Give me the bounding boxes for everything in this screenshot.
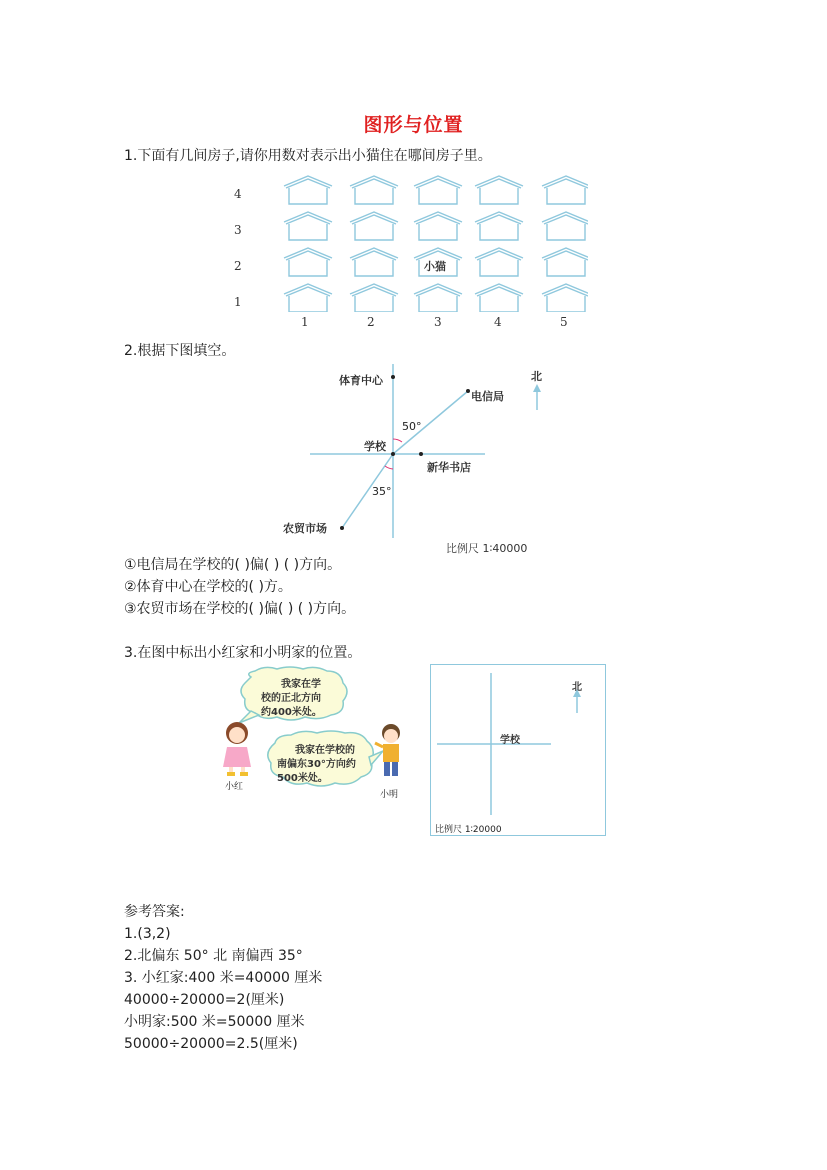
house-r2-c4	[475, 248, 523, 276]
bubble-1-line-2: 校的正北方向	[261, 693, 321, 704]
question-2-text: 2.根据下图填空。	[124, 343, 236, 359]
answer-line-6: 50000÷20000=2.5(厘米)	[124, 1036, 298, 1052]
speech-illustration	[215, 665, 415, 805]
house-r3-c1	[284, 212, 332, 240]
label-school: 学校	[364, 440, 386, 453]
direction-diagram	[283, 360, 560, 560]
bubble-2-line-3: 500米处。	[277, 773, 328, 784]
answer-line-3: 3. 小红家:400 米=40000 厘米	[124, 970, 323, 986]
question-1-text: 1.下面有几间房子,请你用数对表示出小猫住在哪间房子里。	[124, 148, 492, 164]
answer-line-1: 1.(3,2)	[124, 926, 171, 942]
answer-line-2: 2.北偏东 50° 北 南偏西 35°	[124, 948, 303, 964]
question-3-text: 3.在图中标出小红家和小明家的位置。	[124, 645, 362, 661]
label-sports-center: 体育中心	[339, 374, 383, 387]
houses	[228, 172, 588, 312]
map-box	[430, 664, 606, 836]
blank-1: ①电信局在学校的( )偏( ) ( )方向。	[124, 557, 342, 573]
label-bookstore: 新华书店	[427, 461, 471, 474]
house-r2-c2	[350, 248, 398, 276]
answer-line-5: 小明家:500 米=50000 厘米	[124, 1014, 305, 1030]
house-r1-c2	[350, 284, 398, 312]
north-label: 北	[531, 370, 542, 383]
angle-50-label: 50°	[402, 420, 422, 433]
row-label-3: 3	[234, 223, 242, 237]
blank-3: ③农贸市场在学校的( )偏( ) ( )方向。	[124, 601, 356, 617]
house-r2-c5	[542, 248, 588, 276]
house-r4-c1	[284, 176, 332, 204]
bubble-2-line-2: 南偏东30°方向约	[277, 759, 356, 770]
label-telecom: 电信局	[471, 390, 504, 403]
house-r4-c5	[542, 176, 588, 204]
answer-line-4: 40000÷20000=2(厘米)	[124, 992, 285, 1008]
row-label-2: 2	[234, 259, 242, 273]
col-label-2: 2	[367, 315, 375, 329]
cat-label: 小猫	[424, 260, 446, 273]
house-r3-c5	[542, 212, 588, 240]
col-label-5: 5	[560, 315, 568, 329]
house-r1-c1	[284, 284, 332, 312]
girl-name: 小红	[225, 782, 244, 792]
row-label-4: 4	[234, 187, 242, 201]
col-label-1: 1	[301, 315, 309, 329]
bubble-1-line-3: 约400米处。	[261, 707, 322, 718]
house-r4-c3	[414, 176, 462, 204]
col-label-3: 3	[434, 315, 442, 329]
house-r3-c2	[350, 212, 398, 240]
house-r3-c4	[475, 212, 523, 240]
scale-label: 比例尺 1∶40000	[446, 542, 528, 555]
map-north-label: 北	[572, 682, 582, 693]
house-r3-c3	[414, 212, 462, 240]
row-label-1: 1	[234, 295, 242, 309]
map-scale-label: 比例尺 1∶20000	[435, 825, 502, 835]
boy-name: 小明	[380, 790, 399, 800]
label-market: 农贸市场	[283, 522, 327, 535]
page-title: 图形与位置	[363, 114, 464, 136]
house-r4-c2	[350, 176, 398, 204]
bubble-1-line-1: 我家在学	[281, 679, 321, 690]
bubble-2-line-1: 我家在学校的	[295, 745, 355, 756]
house-r2-c1	[284, 248, 332, 276]
house-r4-c4	[475, 176, 523, 204]
angle-35-label: 35°	[372, 485, 392, 498]
map-school-label: 学校	[500, 735, 520, 746]
house-grid	[228, 172, 588, 332]
house-r1-c5	[542, 284, 588, 312]
answers-heading: 参考答案:	[124, 904, 185, 920]
house-r1-c3	[414, 284, 462, 312]
blank-2: ②体育中心在学校的( )方。	[124, 579, 292, 595]
house-r1-c4	[475, 284, 523, 312]
col-label-4: 4	[494, 315, 502, 329]
